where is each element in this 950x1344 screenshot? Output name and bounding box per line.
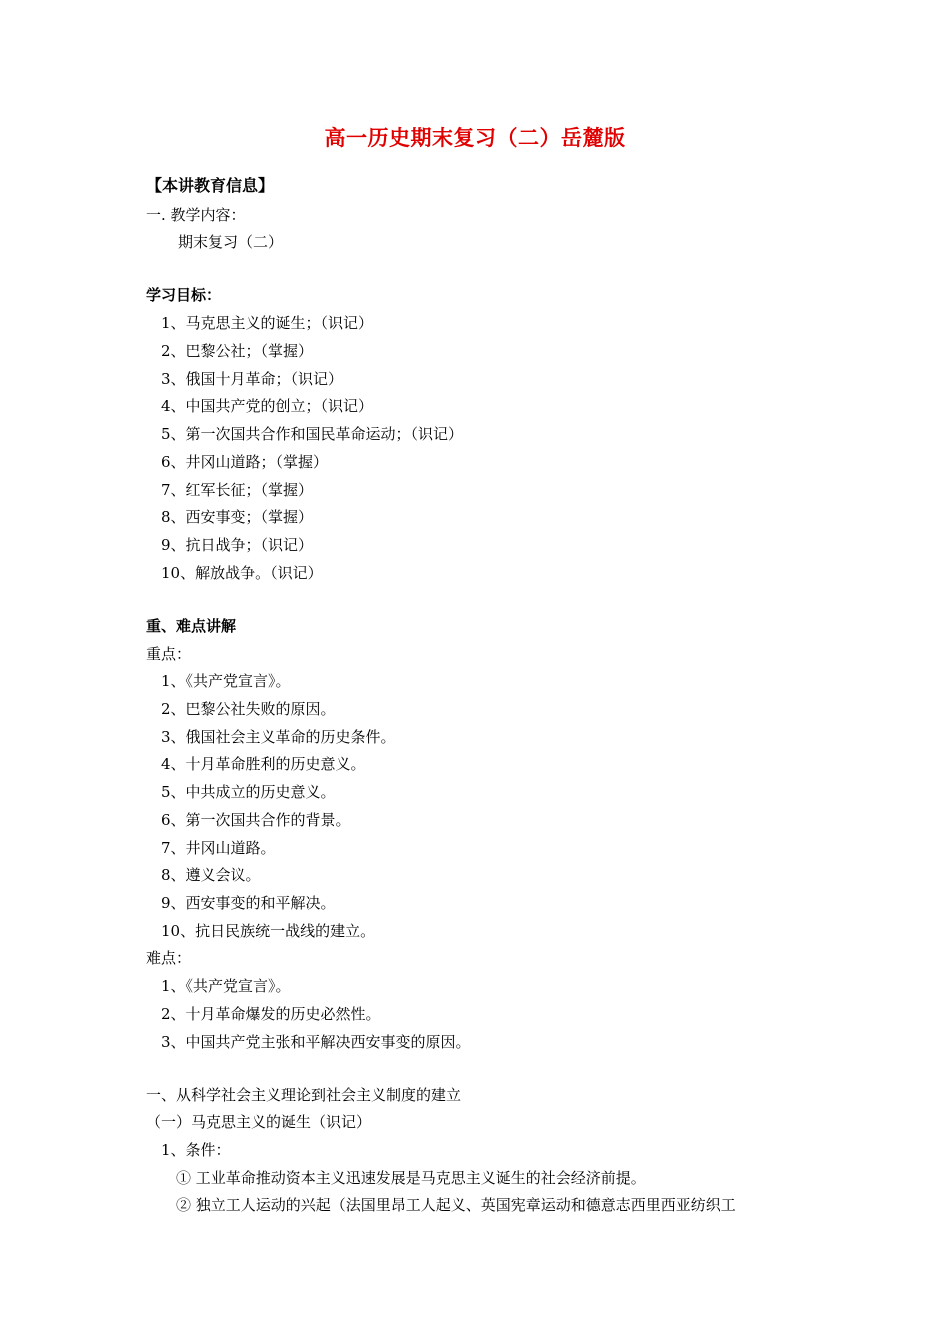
goal-item: 6、井冈山道路；（掌握） [161, 453, 329, 471]
goal-item: 10、解放战争。（识记） [161, 564, 323, 582]
teaching-content-label: 一. 教学内容： [146, 206, 246, 224]
goal-item: 9、抗日战争；（识记） [161, 536, 314, 554]
condition-item: ② 独立工人运动的兴起（法国里昂工人起义、英国宪章运动和德意志西里西亚纺织工 [176, 1196, 736, 1214]
teaching-content-value: 期末复习（二） [178, 233, 284, 251]
goal-item: 3、俄国十月革命；（识记） [161, 370, 344, 388]
key-item: 9、西安事变的和平解决。 [161, 894, 336, 912]
body-section-heading: 一、从科学社会主义理论到社会主义制度的建立 [146, 1086, 462, 1104]
key-item: 3、俄国社会主义革命的历史条件。 [161, 728, 396, 746]
goal-item: 5、第一次国共合作和国民革命运动；（识记） [161, 425, 464, 443]
body-subsection-heading: （一）马克思主义的诞生（识记） [146, 1113, 372, 1131]
goal-item: 7、红军长征；（掌握） [161, 481, 314, 499]
key-item: 10、抗日民族统一战线的建立。 [161, 922, 376, 940]
condition-item: ① 工业革命推动资本主义迅速发展是马克思主义诞生的社会经济前提。 [176, 1169, 646, 1187]
key-item: 5、中共成立的历史意义。 [161, 783, 336, 801]
goals-heading: 学习目标： [146, 286, 222, 304]
conditions-label: 1、条件： [161, 1141, 231, 1159]
goal-item: 1、马克思主义的诞生；（识记） [161, 314, 374, 332]
difficult-item: 1、《共产党宣言》。 [161, 977, 291, 995]
difficult-label: 难点： [146, 949, 192, 967]
key-item: 4、十月革命胜利的历史意义。 [161, 755, 366, 773]
section-header: 【本讲教育信息】 [146, 176, 275, 195]
goal-item: 8、西安事变；（掌握） [161, 508, 314, 526]
key-item: 6、第一次国共合作的背景。 [161, 811, 351, 829]
goal-item: 2、巴黎公社；（掌握） [161, 342, 314, 360]
key-item: 8、遵义会议。 [161, 866, 261, 884]
goal-item: 4、中国共产党的创立；（识记） [161, 397, 374, 415]
key-item: 2、巴黎公社失败的原因。 [161, 700, 336, 718]
difficult-item: 3、中国共产党主张和平解决西安事变的原因。 [161, 1033, 471, 1051]
key-label: 重点： [146, 645, 192, 663]
document-title: 高一历史期末复习（二）岳麓版 [324, 126, 626, 150]
key-points-heading: 重、难点讲解 [146, 617, 237, 635]
key-item: 7、井冈山道路。 [161, 839, 276, 857]
difficult-item: 2、十月革命爆发的历史必然性。 [161, 1005, 381, 1023]
key-item: 1、《共产党宣言》。 [161, 672, 291, 690]
